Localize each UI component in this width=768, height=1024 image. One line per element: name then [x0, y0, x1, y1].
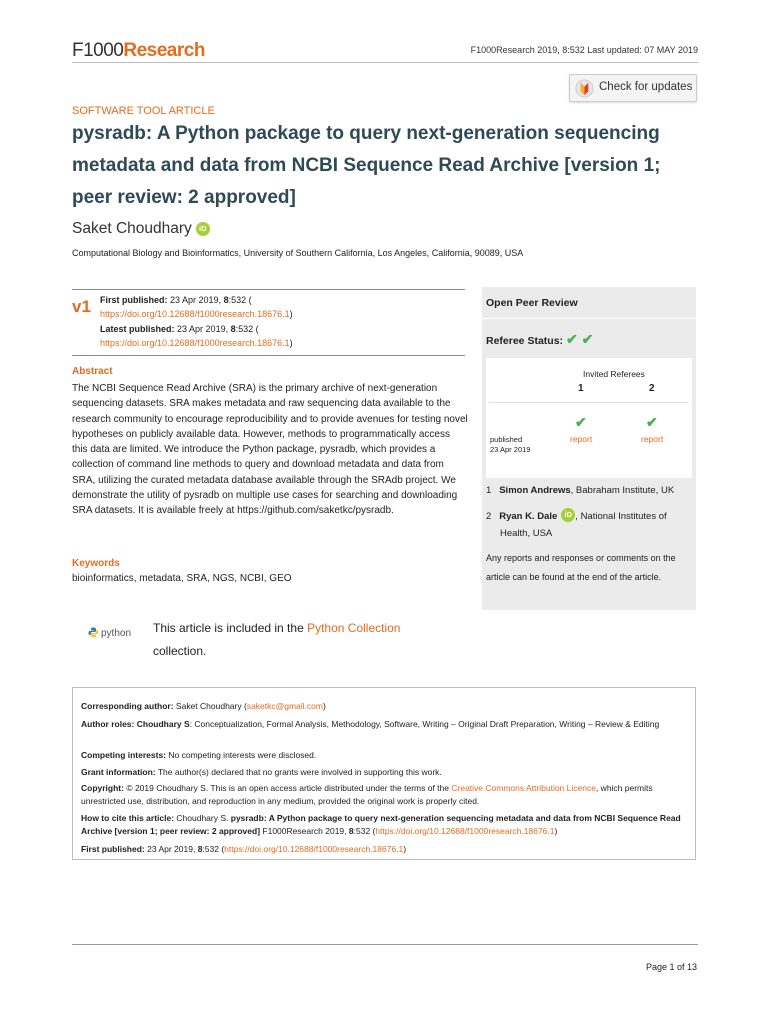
- grant-information: Grant information: The author(s) declared that no grants were involved in supporting this work.: [81, 767, 442, 777]
- corresponding-author: Corresponding author: Saket Choudhary (saketkc@gmail.com): [81, 701, 326, 711]
- approved-checkmarks-icon: ✔ ✔: [565, 331, 594, 347]
- abstract-text: The NCBI Sequence Read Archive (SRA) is the primary archive of next-generation sequencing datasets. SRA makes metadata and raw sequencing data available to the research community to encourage reproducibility and to provide avenues for testing novel hypotheses on publicly available data. However, methods to programmatically access this data are limited. We introduce the Python package, pysradb, which provides a collection of command line methods to query and download metadata and data from SRA, utilizing the curated metadata database available through the SRAdb project. We demonstrate the utility of pysradb on multiple use cases for searching and downloading SRA datasets. It is available freely at https://github.com/saketkc/pysradb.: [72, 383, 468, 517]
- pub-divider-top: [72, 289, 465, 290]
- referee-column-1: 1: [578, 383, 584, 394]
- copyright: Copyright: © 2019 Choudhary S. This is an open access article distributed under the terms of the Creative Commons Attribution Licence, which permits unrestricted use, distribution, and reproduction in any medium, provided the original work is properly cited.: [81, 783, 653, 806]
- keywords-text: bioinformatics, metadata, SRA, NGS, NCBI, GEO: [72, 573, 292, 584]
- peer-review-divider: [482, 318, 696, 319]
- logo-suffix: Research: [123, 40, 205, 61]
- invited-referees-label: Invited Referees: [583, 369, 645, 379]
- referee-1-report-link[interactable]: report: [570, 434, 593, 444]
- footer-divider: [72, 944, 698, 945]
- page-number: Page 1 of 13: [645, 962, 697, 972]
- check-for-updates-button[interactable]: [569, 74, 697, 102]
- collection-note: This article is included in the Python Collection collection.: [153, 621, 401, 658]
- python-icon: [88, 627, 99, 638]
- how-to-cite: How to cite this article: Choudhary S. pysradb: A Python package to query next-generation sequencing metadata and data from NCBI Sequence Read Archive [version 1; peer review: 2 approved] F1000Research 2019, 8:532 (https://doi.org/10.12688/f1000research.18676.1): [81, 813, 681, 836]
- referee-2-report-link[interactable]: report: [641, 434, 664, 444]
- journal-logo[interactable]: [72, 40, 205, 62]
- referee-2-name[interactable]: Ryan K. Dale: [499, 511, 558, 522]
- crossmark-icon: [575, 79, 594, 98]
- pub-divider-bottom: [72, 355, 465, 356]
- first-published: First published: 23 Apr 2019, 8:532 ( https://doi.org/10.12688/f1000research.18676.1): [100, 295, 293, 319]
- python-collection-link[interactable]: Python Collection: [307, 621, 401, 635]
- referee-status: Referee Status: ✔ ✔: [486, 331, 594, 347]
- affiliation: Computational Biology and Bioinformatics, University of Southern California, Los Angeles, California, 90089, USA: [72, 248, 524, 258]
- orcid-icon[interactable]: iD: [196, 222, 210, 236]
- published-date: published 23 Apr 2019: [490, 435, 531, 454]
- license-link[interactable]: Creative Commons Attribution Licence: [451, 783, 596, 793]
- peer-review-heading: Open Peer Review: [486, 297, 578, 309]
- header-divider: [72, 62, 698, 63]
- author-name[interactable]: [72, 220, 210, 238]
- author-name-text: Saket Choudhary: [72, 220, 192, 237]
- logo-prefix: F1000: [72, 40, 124, 61]
- referee-column-2: 2: [649, 383, 655, 394]
- peer-review-note: Any reports and responses or comments on the article can be found at the end of the article.: [486, 553, 676, 582]
- competing-interests: Competing interests: No competing interests were disclosed.: [81, 750, 317, 760]
- check-for-updates-label: Check for updates: [599, 81, 693, 93]
- fp-doi-link[interactable]: https://doi.org/10.12688/f1000research.18676.1: [224, 844, 404, 854]
- python-logo-text: python: [101, 628, 132, 639]
- article-type: SOFTWARE TOOL ARTICLE: [72, 105, 215, 117]
- referee-1-entry: 1 Simon Andrews, Babraham Institute, UK: [486, 485, 675, 496]
- abstract-heading: Abstract: [72, 366, 113, 377]
- email-link[interactable]: saketkc@gmail.com: [246, 701, 323, 711]
- article-title: pysradb: A Python package to query next-generation sequencing metadata and data from NCBI Sequence Read Archive [version 1; peer review: 2 approved]: [72, 123, 661, 208]
- referee-1-check-icon: ✔: [575, 414, 587, 430]
- referee-table-divider: [489, 402, 689, 403]
- cite-doi-link[interactable]: https://doi.org/10.12688/f1000research.18676.1: [375, 825, 555, 836]
- referee-2-check-icon: ✔: [646, 414, 658, 430]
- latest-published-doi-link[interactable]: https://doi.org/10.12688/f1000research.18676.1: [100, 337, 290, 348]
- first-published-info: First published: 23 Apr 2019, 8:532 (https://doi.org/10.12688/f1000research.18676.1): [81, 844, 407, 854]
- version-label: v1: [72, 297, 91, 316]
- latest-published: Latest published: 23 Apr 2019, 8:532 ( https://doi.org/10.12688/f1000research.18676.1): [100, 324, 293, 348]
- referee-1-name[interactable]: Simon Andrews: [499, 485, 571, 496]
- author-roles: Author roles: Choudhary S: Conceptualization, Formal Analysis, Methodology, Software, Writing – Original Draft Preparation, Writing – Review & Editing: [81, 719, 660, 729]
- referee-2-entry: 2 Ryan K. Dale iD , National Institutes of Health, USA: [486, 510, 667, 539]
- first-published-doi-link[interactable]: https://doi.org/10.12688/f1000research.18676.1: [100, 308, 290, 319]
- keywords-heading: Keywords: [72, 558, 120, 569]
- python-logo[interactable]: [88, 627, 131, 639]
- journal-info: F1000Research 2019, 8:532 Last updated: 07 MAY 2019: [470, 45, 698, 55]
- referee-2-orcid-icon[interactable]: iD: [561, 508, 575, 522]
